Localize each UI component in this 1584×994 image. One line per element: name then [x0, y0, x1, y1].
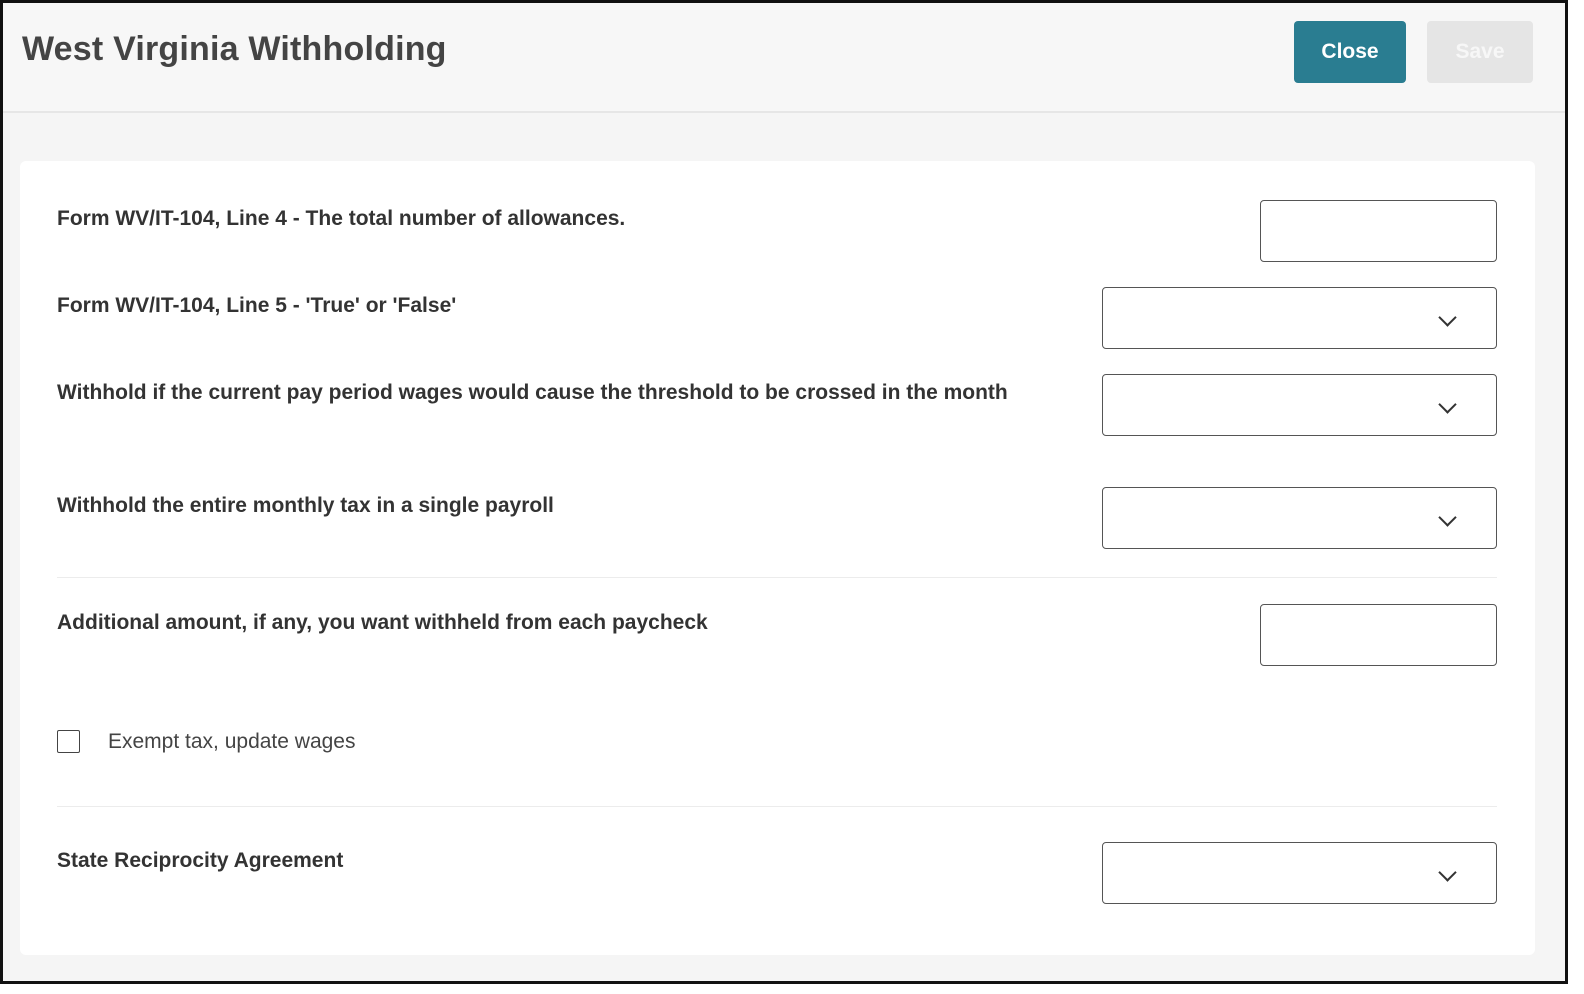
- chevron-down-icon: [1438, 863, 1456, 881]
- reciprocity-label: State Reciprocity Agreement: [57, 849, 344, 872]
- exempt-checkbox[interactable]: [57, 730, 80, 753]
- single-payroll-label: Withhold the entire monthly tax in a single payroll: [57, 494, 554, 517]
- section-divider: [57, 577, 1497, 578]
- section-divider: [57, 806, 1497, 807]
- form-card: [20, 161, 1535, 955]
- threshold-label: Withhold if the current pay period wages would cause the threshold to be crossed in the month: [57, 381, 1008, 404]
- page-title: West Virginia Withholding: [22, 30, 447, 68]
- save-button[interactable]: Save: [1427, 21, 1533, 83]
- line5-label: Form WV/IT-104, Line 5 - 'True' or 'False': [57, 294, 457, 317]
- line5-select[interactable]: [1102, 287, 1497, 349]
- allowances-label: Form WV/IT-104, Line 4 - The total number of allowances.: [57, 207, 626, 230]
- chevron-down-icon: [1438, 508, 1456, 526]
- close-button[interactable]: Close: [1294, 21, 1406, 83]
- reciprocity-select[interactable]: [1102, 842, 1497, 904]
- allowances-input[interactable]: [1260, 200, 1497, 262]
- dialog-header: [3, 3, 1565, 113]
- single-payroll-select[interactable]: [1102, 487, 1497, 549]
- additional-amount-label: Additional amount, if any, you want withheld from each paycheck: [57, 611, 708, 634]
- chevron-down-icon: [1438, 395, 1456, 413]
- chevron-down-icon: [1438, 308, 1456, 326]
- additional-amount-input[interactable]: [1260, 604, 1497, 666]
- threshold-select[interactable]: [1102, 374, 1497, 436]
- exempt-checkbox-label: Exempt tax, update wages: [108, 730, 356, 753]
